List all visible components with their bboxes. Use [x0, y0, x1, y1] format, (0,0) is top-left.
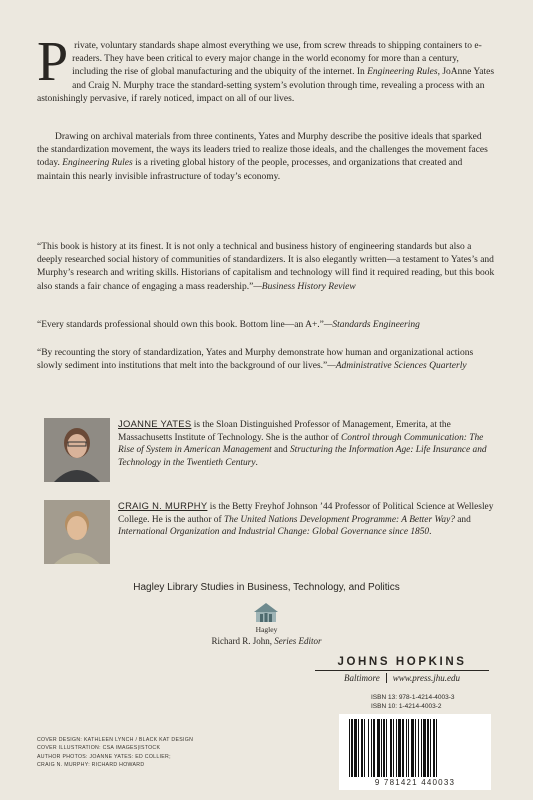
description-paragraph-1	[37, 31, 495, 106]
design-credits	[37, 736, 193, 769]
barcode-bar	[398, 719, 401, 777]
barcode-bar	[436, 719, 437, 777]
author-name: JOANNE YATES	[118, 418, 192, 429]
isbn-13: ISBN 13: 978-1-4214-4003-3	[371, 694, 455, 701]
bio-text: is the Betty Freyhof Johnson ’44 Professor of Political Science at Wellesley College. He is the author of	[118, 502, 494, 525]
author-photo-yates	[44, 418, 110, 482]
author-name: CRAIG N. MURPHY	[118, 500, 208, 511]
portrait-man-icon	[44, 500, 110, 564]
book-title-inline-2: Engineering Rules	[62, 158, 133, 169]
isbn-10: ISBN 10: 1-4214-4003-2	[371, 703, 442, 710]
barcode-bar	[433, 719, 435, 777]
hagley-building-icon	[251, 600, 281, 624]
divider	[386, 673, 387, 683]
description-text-1b: , JoAnne Yates and Craig N. Murphy trace the standard-setting system’s evolution through time, revealing a process with an astonishingly pervasive, if rarely noticed, impact on all of our lives.	[37, 67, 495, 104]
book-title-inline-1: Engineering Rules	[367, 67, 438, 78]
author-book: Control through Communication: The Rise of System in American Management	[118, 432, 484, 456]
bio-text: and	[454, 514, 471, 525]
author-bio-murphy	[118, 500, 498, 539]
barcode-bar	[386, 719, 387, 777]
bio-text: is the Sloan Distinguished Professor of Management, Emerita, at the Massachusetts Institute of Technology. She is the author of	[118, 420, 451, 443]
author-book: International Organization and Industrial Change: Global Governance since 1850	[118, 527, 430, 538]
series-editor	[0, 636, 533, 646]
credit-line: COVER DESIGN: KATHLEEN LYNCH / BLACK KAT DESIGN	[37, 737, 194, 743]
barcode-bar	[390, 719, 392, 777]
editor-name: Richard R. John,	[211, 636, 275, 646]
credit-line: AUTHOR PHOTOS: JOANNE YATES: ED COLLIER;	[37, 753, 171, 760]
quote-text: “This book is history at its finest. It is not only a technical and business history of engineering standards but also a deeply researched social history of communities of standardizers. It is also elegantly written—a testament to Yates’s and Murphy’s research and writing skills. Historians of capitalism and technology will find it required reading, but this book also stands a fair chance of engaging a mass readership.”	[37, 242, 495, 292]
barcode-bar	[351, 719, 353, 777]
barcode-bar	[349, 719, 350, 777]
barcode-bar	[411, 719, 414, 777]
barcode-bar	[373, 719, 375, 777]
barcode-bar	[408, 719, 409, 777]
barcode-bar	[371, 719, 372, 777]
barcode-number: 9 781421 440033	[374, 778, 456, 787]
description-paragraph-2	[37, 131, 495, 184]
description-text-2b: is a riveting global history of the people, processes, and organizations that created and maintain this nearly invisible infrastructure of today’s economy.	[37, 158, 463, 182]
portrait-woman-icon	[44, 418, 110, 482]
quote-text: “By recounting the story of standardization, Yates and Murphy demonstrate how human and organizational actions slowly sediment into institutions that melt into the background of our lives.”	[37, 348, 474, 372]
quote-source: —Administrative Sciences Quarterly	[327, 361, 467, 372]
quote-source: —Business History Review	[253, 281, 356, 292]
publisher-subline	[315, 673, 489, 683]
barcode	[339, 714, 491, 790]
barcode-bar	[361, 719, 363, 777]
author-book: The United Nations Development Programme: A Better Way?	[223, 514, 455, 525]
description-text-1a: rivate, voluntary standards shape almost everything we use, from screw threads to shipping containers to e-readers. They have been critical to every major change in the world economy for more than a century, including the rise of global manufacturing and the ubiquity of the internet. In	[72, 41, 482, 78]
barcode-bar	[402, 719, 404, 777]
barcode-bar	[364, 719, 365, 777]
quote-text: “Every standards professional should own this book. Bottom line—an A+.”	[37, 320, 324, 330]
barcode-bar	[430, 719, 431, 777]
barcode-bar	[421, 719, 422, 777]
drop-cap: P	[37, 31, 69, 93]
author-bio-yates	[118, 418, 498, 469]
bio-text: and	[271, 445, 290, 456]
review-quote-2	[37, 319, 495, 332]
quote-source: —Standards Engineering	[323, 320, 420, 330]
publisher-url[interactable]: www.press.jhu.edu	[392, 673, 460, 683]
barcode-bar	[358, 719, 359, 777]
publisher-name: JOHNS HOPKINS	[337, 656, 467, 668]
publisher-rule	[315, 670, 489, 671]
barcode-bar	[393, 719, 394, 777]
hagley-logo-label: Hagley	[255, 625, 278, 634]
description-text-2a: Drawing on archival materials from three continents, Yates and Murphy describe the positive ideals that sparked the standardization movement, the ways its leaders tried to realize those ideals, and the challenges the movement faces today.	[37, 132, 488, 169]
credit-line: COVER ILLUSTRATION: CSA IMAGES|ISTOCK	[37, 745, 161, 752]
barcode-bar	[406, 719, 407, 777]
author-book: Structuring the Information Age: Life Insurance and Technology in the Twentieth Century	[118, 445, 487, 468]
bio-text: .	[429, 527, 432, 538]
review-quote-1	[37, 241, 495, 294]
barcode-bar	[423, 719, 426, 777]
author-photo-murphy	[44, 500, 110, 564]
publisher-block	[315, 656, 489, 683]
review-quote-3	[37, 347, 495, 373]
barcode-bar	[354, 719, 357, 777]
barcode-bar	[381, 719, 382, 777]
barcode-bar	[415, 719, 416, 777]
barcode-bars	[347, 719, 483, 777]
barcode-bar	[418, 719, 419, 777]
barcode-bar	[377, 719, 380, 777]
barcode-bar	[427, 719, 429, 777]
series-title: Hagley Library Studies in Business, Technology, and Politics	[133, 582, 400, 593]
publisher-city: Baltimore	[344, 673, 380, 683]
barcode-bar	[368, 719, 369, 777]
barcode-bar	[396, 719, 397, 777]
bio-text: .	[255, 457, 258, 468]
barcode-bar	[383, 719, 385, 777]
credit-line: CRAIG N. MURPHY: RICHARD HOWARD	[37, 761, 145, 768]
editor-role: Series Editor	[274, 636, 322, 646]
